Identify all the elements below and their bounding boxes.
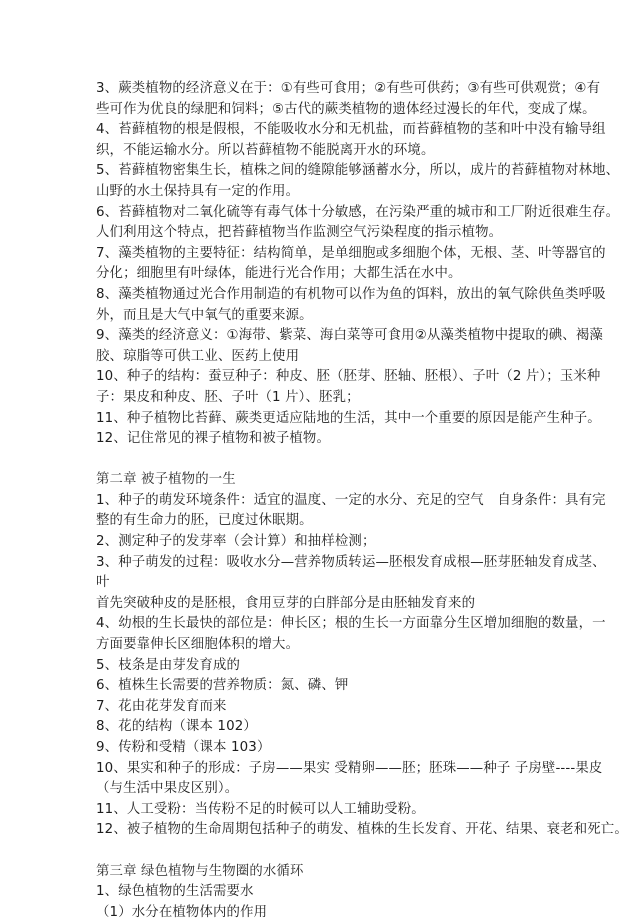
text-line: 10、果实和种子的形成：子房——果实 受精卵——胚；胚珠——种子 子房壁----果皮 bbox=[96, 760, 603, 776]
text-line: 分化；细胞里有叶绿体，能进行光合作用；大都生活在水中。 bbox=[96, 266, 462, 282]
document-page bbox=[96, 79, 628, 923]
text-line: 10、种子的结构：蚕豆种子：种皮、胚（胚芽、胚轴、胚根）、子叶（2 片）；玉米种 bbox=[96, 369, 601, 385]
text-line: 4、幼根的生长最快的部位是：伸长区；根的生长一方面靠分生区增加细胞的数量，一 bbox=[96, 616, 606, 632]
text-line: 1、种子的萌发环境条件：适宜的温度、一定的水分、充足的空气 自身条件：具有完 bbox=[96, 492, 606, 508]
text-line: 外，而且是大气中氧气的重要来源。 bbox=[96, 307, 313, 323]
text-line: 6、苔藓植物对二氧化硫等有毒气体十分敏感，在污染严重的城市和工厂附近很难生存。 bbox=[96, 204, 620, 220]
chapter-2-title: 第二章 被子植物的一生 bbox=[96, 472, 236, 488]
text-line: 8、花的结构（课本 102） bbox=[96, 719, 257, 735]
text-line: 7、花由花芽发育而来 bbox=[96, 698, 227, 714]
text-line: （与生活中果皮区别）。 bbox=[96, 781, 239, 797]
text-line: 人们利用这个特点，把苔藓植物当作监测空气污染程度的指示植物。 bbox=[96, 225, 503, 241]
text-line: 3、种子萌发的过程：吸收水分—营养物质转运—胚根发育成根—胚芽胚轴发育成茎、 bbox=[96, 554, 606, 570]
text-line: 11、人工受粉：当传粉不足的时候可以人工辅助受粉。 bbox=[96, 801, 425, 817]
text-line: 12、记住常见的裸子植物和被子植物。 bbox=[96, 431, 330, 447]
text-line: 2、测定种子的发芽率（会计算）和抽样检测； bbox=[96, 534, 376, 550]
text-line: 4、苔藓植物的根是假根，不能吸收水分和无机盐，而苔藓植物的茎和叶中没有输导组 bbox=[96, 122, 606, 138]
text-line: 6、植株生长需要的营养物质：氮、磷、钾 bbox=[96, 678, 349, 694]
section-ferns-mosses-algae-seeds bbox=[96, 79, 620, 450]
chapter-3-title: 第三章 绿色植物与生物圈的水循环 bbox=[96, 863, 304, 879]
text-line: 叶 bbox=[96, 575, 110, 591]
text-line: 整的有生命力的胚，已度过休眠期。 bbox=[96, 513, 313, 529]
text-line: 7、藻类植物的主要特征：结构简单，是单细胞或多细胞个体，无根、茎、叶等器官的 bbox=[96, 245, 606, 261]
text-line: 5、苔藓植物密集生长，植株之间的缝隙能够涵蓄水分，所以，成片的苔藓植物对林地、 bbox=[96, 163, 620, 179]
text-line: 8、藻类植物通过光合作用制造的有机物可以作为鱼的饵料，放出的氧气除供鱼类呼吸 bbox=[96, 286, 606, 302]
text-line: 山野的水土保持具有一定的作用。 bbox=[96, 183, 300, 199]
text-line: 子：果皮和种皮、胚、子叶（1 片）、胚乳； bbox=[96, 389, 360, 405]
text-line: 首先突破种皮的是胚根，食用豆芽的白胖部分是由胚轴发育来的 bbox=[96, 595, 476, 611]
chapter-3 bbox=[96, 862, 548, 923]
text-line: 9、藻类的经济意义：①海带、紫菜、海白菜等可食用②从藻类植物中提取的碘、褐藻 bbox=[96, 328, 603, 344]
spacer bbox=[96, 450, 548, 471]
text-line: 方面要靠伸长区细胞体积的增大。 bbox=[96, 637, 300, 653]
text-line: 些可作为优良的绿肥和饲料；⑤古代的蕨类植物的遗体经过漫长的年代，变成了煤。 bbox=[96, 101, 596, 117]
text-line: 胶、琼脂等可供工业、医药上使用 bbox=[96, 348, 300, 364]
text-line: 9、传粉和受精（课本 103） bbox=[96, 740, 271, 755]
chapter-2 bbox=[96, 470, 628, 841]
spacer bbox=[96, 841, 548, 862]
text-line: 5、枝条是由芽发育成的 bbox=[96, 657, 241, 673]
text-line: 12、被子植物的生命周期包括种子的萌发、植株的生长发育、开花、结果、衰老和死亡。 bbox=[96, 822, 628, 838]
text-line: （1）水分在植物体内的作用 bbox=[96, 904, 268, 920]
text-line: 3、蕨类植物的经济意义在于：①有些可食用；②有些可供药；③有些可供观赏；④有 bbox=[96, 81, 601, 96]
text-line: 织，不能运输水分。所以苔藓植物不能脱离开水的环境。 bbox=[96, 142, 435, 158]
text-line: 11、种子植物比苔藓、蕨类更适应陆地的生活，其中一个重要的原因是能产生种子。 bbox=[96, 410, 601, 426]
text-line: 1、绿色植物的生活需要水 bbox=[96, 884, 254, 900]
